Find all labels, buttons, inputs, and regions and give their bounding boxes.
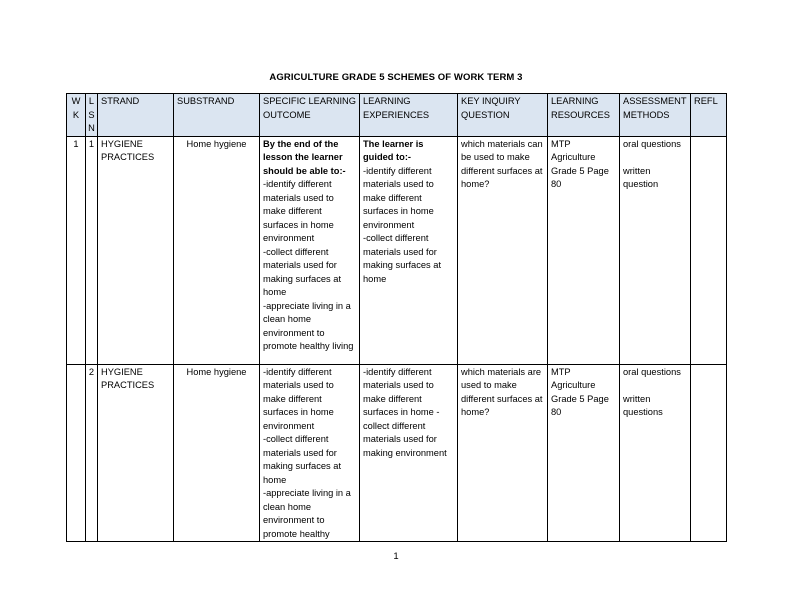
cell-outcome: [260, 364, 360, 542]
table-row: [67, 136, 727, 364]
header-row: [67, 94, 727, 137]
schemes-of-work-table: [66, 93, 727, 542]
cell-experiences: [360, 364, 458, 542]
header-assessment: ASSESSMENT METHODS: [620, 94, 691, 137]
cell-wk: [67, 364, 86, 542]
cell-question: which materials can be used to make different surfaces at home?: [458, 136, 548, 364]
cell-lsn: 1: [86, 136, 98, 364]
cell-resources: MTP Agriculture Grade 5 Page 80: [548, 364, 620, 542]
experiences-text: -identify different materials used to make different surfaces in home environment -collect different materials used for making surfaces at home: [363, 165, 442, 284]
header-wk: W K: [67, 94, 86, 137]
cell-outcome: [260, 136, 360, 364]
outcome-lead: By the end of the lesson the learner should be able to:-: [263, 138, 346, 176]
cell-assessment: oral questions written question: [620, 136, 691, 364]
document-title: AGRICULTURE GRADE 5 SCHEMES OF WORK TERM 3: [269, 72, 523, 83]
page-number: 1: [393, 551, 399, 562]
cell-substrand: Home hygiene: [174, 364, 260, 542]
table-row: [67, 364, 727, 542]
cell-refl: [691, 364, 727, 542]
header-strand: STRAND: [98, 94, 174, 137]
header-experiences: LEARNING EXPERIENCES: [360, 94, 458, 137]
cell-lsn: 2: [86, 364, 98, 542]
cell-strand: HYGIENE PRACTICES: [98, 136, 174, 364]
cell-substrand: Home hygiene: [174, 136, 260, 364]
cell-question: which materials are used to make different surfaces at home?: [458, 364, 548, 542]
cell-experiences: [360, 136, 458, 364]
cell-refl: [691, 136, 727, 364]
outcome-text: -identify different materials used to make different surfaces in home environment -collect different materials used for making surfaces at home -appreciate living in a clean home environment to promote healthy living: [263, 179, 354, 351]
header-lsn: L S N: [86, 94, 98, 137]
cell-assessment: oral questions written questions: [620, 364, 691, 542]
experiences-lead: The learner is guided to:-: [363, 138, 424, 162]
header-question: KEY INQUIRY QUESTION: [458, 94, 548, 137]
cell-strand: HYGIENE PRACTICES: [98, 364, 174, 542]
cell-resources: MTP Agriculture Grade 5 Page 80: [548, 136, 620, 364]
outcome-text: -identify different materials used to make different surfaces in home environment -collect different materials used for making surfaces at home -appreciate living in a clean home environment to promote healthy: [263, 366, 351, 539]
header-substrand: SUBSTRAND: [174, 94, 260, 137]
experiences-text: -identify different materials used to make different surfaces in home -collect different materials used for making environment: [363, 366, 447, 458]
cell-wk: 1: [67, 136, 86, 364]
header-outcome: SPECIFIC LEARNING OUTCOME: [260, 94, 360, 137]
header-refl: REFL: [691, 94, 727, 137]
header-resources: LEARNING RESOURCES: [548, 94, 620, 137]
